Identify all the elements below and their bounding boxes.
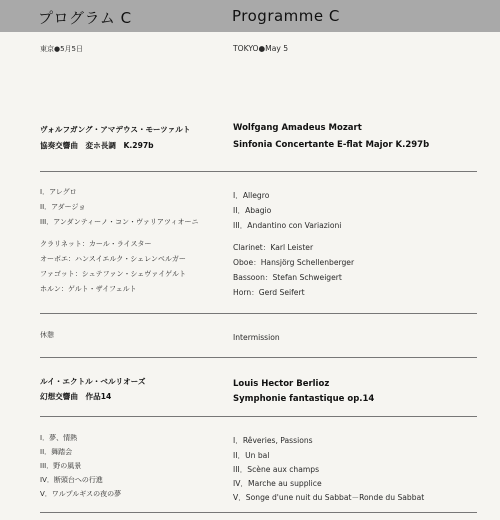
work-en-1: Sinfonia Concertante E-flat Major K.297b [233,140,430,150]
movement-jp-2-3: III．野の風景 [40,462,82,470]
intermission-en: Intermission [233,333,280,342]
soloist-en-2: Oboe：Hansjörg Schellenberger [233,258,355,267]
movement-en-2-3: III．Scène aux champs [233,465,320,474]
movement-jp-2-4: IV．断頭台への行進 [40,476,103,484]
soloist-jp-2: オーボエ：ハンスイエルク・シェレンベルガー [40,255,186,263]
movement-en-2-1: I．Rêveries, Passions [233,436,313,445]
movement-jp-1-2: II．アダージョ [40,203,86,211]
soloist-jp-3: ファゴット：シュテファン・シェヴァイゲルト [40,270,186,278]
program-title-jp: プログラム C [38,9,132,27]
movement-jp-2-1: I．夢、情熱 [40,434,78,442]
work-jp-1: 協奏交響曲 変ホ長調 K.297b [40,141,154,150]
page-header-band [0,0,500,32]
work-jp-2: 幻想交響曲 作品14 [40,392,112,401]
date-jp: 東京●5月5日 [40,45,84,53]
soloist-en-1: Clarinet：Karl Leister [233,243,314,252]
movement-jp-1-3: III．アンダンティーノ・コン・ヴァリアツィオーニ [40,218,199,226]
intermission-jp: 休憩 [40,331,54,339]
work-en-2: Symphonie fantastique op.14 [233,394,375,404]
divider-3 [40,357,477,358]
divider-2 [40,313,477,314]
soloist-en-4: Horn：Gerd Seifert [233,288,305,297]
program-title-en: Programme C [232,7,340,25]
divider-4 [40,416,477,417]
composer-en-1: Wolfgang Amadeus Mozart [233,123,362,133]
movement-en-1-2: II．Abagio [233,206,272,215]
movement-jp-2-2: II．舞踏会 [40,448,73,456]
composer-jp-2: ルイ・エクトル・ベルリオーズ [40,377,146,386]
composer-jp-1: ヴォルフガング・アマデウス・モーツァルト [40,125,191,134]
movement-jp-2-5: V．ワルプルギスの夜の夢 [40,490,122,498]
movement-en-2-4: IV．Marche au supplice [233,479,322,488]
soloist-jp-4: ホルン：ゲルト・ザイフェルト [40,285,137,293]
movement-en-1-1: I．Allegro [233,191,270,200]
soloist-en-3: Bassoon：Stefan Schweigert [233,273,342,282]
date-en: TOKYO●May 5 [233,44,289,53]
movement-en-2-5: V．Songe d'une nuit du Sabbat－Ronde du Sabbat [233,493,425,502]
composer-en-2: Louis Hector Berlioz [233,379,330,389]
movement-jp-1-1: I．アレグロ [40,188,77,196]
divider-1 [40,171,477,172]
soloist-jp-1: クラリネット：カール・ライスター [40,240,152,248]
divider-5 [40,512,477,513]
movement-en-2-2: II．Un bal [233,451,270,460]
movement-en-1-3: III．Andantino con Variazioni [233,221,342,230]
